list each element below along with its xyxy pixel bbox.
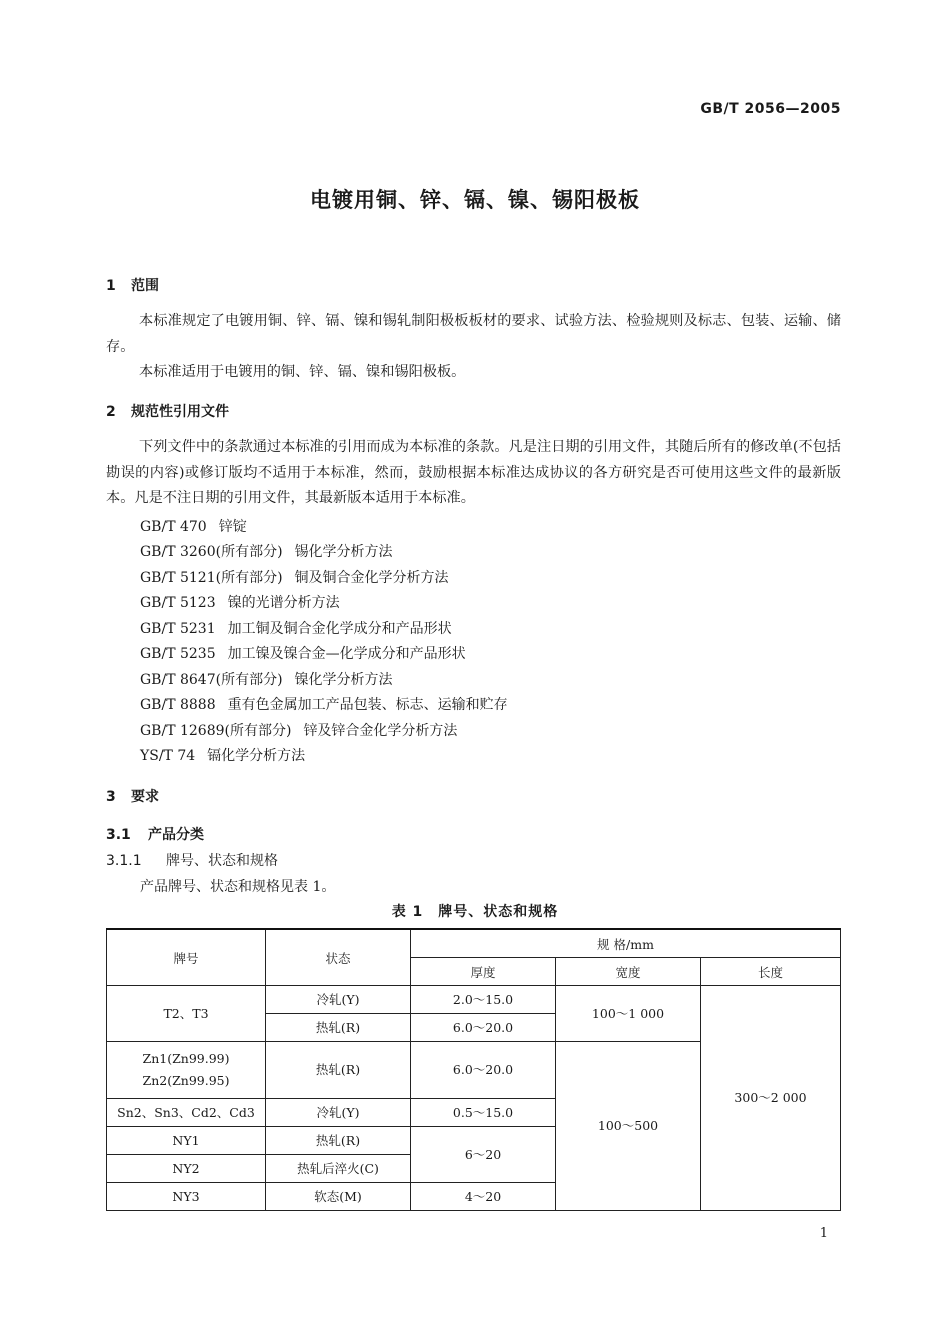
state-cell: 热轧(R) xyxy=(266,1014,411,1042)
section-2-heading xyxy=(106,401,229,421)
length-cell: 300～2 000 xyxy=(701,986,841,1211)
document-title: 电镀用铜、锌、镉、镍、锡阳极板 xyxy=(310,188,640,212)
header-length: 长度 xyxy=(701,958,841,986)
section-3-heading xyxy=(106,786,159,806)
reference-item xyxy=(140,669,393,689)
reference-code: GB/T 12689(所有部分) xyxy=(140,723,292,739)
thickness-cell: 0.5～15.0 xyxy=(411,1099,556,1127)
reference-item xyxy=(140,567,449,587)
reference-name: 锌及锌合金化学分析方法 xyxy=(303,723,458,739)
table-row xyxy=(107,986,841,1014)
grade-cell: Sn2、Sn3、Cd2、Cd3 xyxy=(107,1099,266,1127)
reference-item xyxy=(140,592,340,612)
width-cell: 100～500 xyxy=(556,1042,701,1211)
section-title: 要求 xyxy=(131,789,159,805)
header-thickness: 厚度 xyxy=(411,958,556,986)
section-number: 3.1.1 xyxy=(106,853,142,869)
paragraph: 本标准适用于电镀用的铜、锌、镉、镍和锡阳极板。 xyxy=(139,364,466,380)
section-3-1-heading xyxy=(106,824,204,844)
reference-item xyxy=(140,516,247,536)
reference-name: 锡化学分析方法 xyxy=(294,544,393,560)
state-cell: 软态(M) xyxy=(266,1183,411,1211)
reference-item xyxy=(140,618,452,638)
section-number: 3 xyxy=(106,789,116,805)
reference-name: 镍化学分析方法 xyxy=(294,672,393,688)
section-1-body xyxy=(106,309,841,386)
reference-name: 锌锭 xyxy=(218,519,247,535)
reference-item xyxy=(140,541,393,561)
paragraph: 本标准规定了电镀用铜、锌、镉、镍和锡轧制阳极板板材的要求、试验方法、检验规则及标志、包装、运输、储存。 xyxy=(106,313,841,355)
reference-item xyxy=(140,694,508,714)
grade-cell: NY1 xyxy=(107,1127,266,1155)
header-grade: 牌号 xyxy=(107,929,266,986)
reference-name: 加工铜及铜合金化学成分和产品形状 xyxy=(227,621,452,637)
header-width: 宽度 xyxy=(556,958,701,986)
thickness-cell: 6.0～20.0 xyxy=(411,1042,556,1099)
state-cell: 热轧(R) xyxy=(266,1127,411,1155)
reference-name: 加工镍及镍合金—化学成分和产品形状 xyxy=(227,646,466,662)
header-spec: 规 格/mm xyxy=(411,929,841,958)
table-caption: 表 1 牌号、状态和规格 xyxy=(391,904,559,920)
paragraph: 下列文件中的条款通过本标准的引用而成为本标准的条款。凡是注日期的引用文件，其随后所有的修改单(不包括勘误的内容)或修订版均不适用于本标准，然而，鼓励根据本标准达成协议的各方研究是否可使用这些文件的最新版本。凡是不注日期的引用文件，其最新版本适用于本标准。 xyxy=(106,439,841,506)
header-state: 状态 xyxy=(266,929,411,986)
reference-item xyxy=(140,720,457,740)
thickness-cell: 2.0～15.0 xyxy=(411,986,556,1014)
section-number: 2 xyxy=(106,404,116,420)
section-3-1-1-heading xyxy=(106,850,278,870)
reference-code: GB/T 8647(所有部分) xyxy=(140,672,283,688)
state-cell: 冷轧(Y) xyxy=(266,1099,411,1127)
section-title: 牌号、状态和规格 xyxy=(166,853,278,869)
spec-table xyxy=(106,928,841,1211)
width-cell: 100～1 000 xyxy=(556,986,701,1042)
reference-name: 重有色金属加工产品包装、标志、运输和贮存 xyxy=(227,697,508,713)
thickness-cell: 6.0～20.0 xyxy=(411,1014,556,1042)
reference-item xyxy=(140,643,466,663)
thickness-cell: 4～20 xyxy=(411,1183,556,1211)
table-header-row xyxy=(107,929,841,958)
state-cell: 冷轧(Y) xyxy=(266,986,411,1014)
grade-cell: NY2 xyxy=(107,1155,266,1183)
reference-code: GB/T 5121(所有部分) xyxy=(140,570,283,586)
grade-cell xyxy=(107,1042,266,1099)
thickness-cell: 6～20 xyxy=(411,1127,556,1183)
section-2-body xyxy=(106,435,841,512)
reference-code: GB/T 8888 xyxy=(140,697,216,713)
state-cell: 热轧(R) xyxy=(266,1042,411,1099)
reference-code: GB/T 5123 xyxy=(140,595,216,611)
section-title: 范围 xyxy=(131,278,159,294)
reference-code: GB/T 5231 xyxy=(140,621,216,637)
grade-cell: T2、T3 xyxy=(107,986,266,1042)
grade-cell: NY3 xyxy=(107,1183,266,1211)
page-number: 1 xyxy=(819,1226,828,1241)
section-3-1-1-text: 产品牌号、状态和规格见表 1。 xyxy=(140,879,336,895)
section-title: 产品分类 xyxy=(148,827,204,843)
section-title: 规范性引用文件 xyxy=(131,404,229,420)
reference-name: 铜及铜合金化学分析方法 xyxy=(294,570,449,586)
section-1-heading xyxy=(106,275,159,295)
reference-name: 镉化学分析方法 xyxy=(207,748,306,764)
standard-code: GB/T 2056—2005 xyxy=(700,101,841,117)
grade-line: Zn1(Zn99.99) xyxy=(142,1051,230,1066)
reference-code: GB/T 5235 xyxy=(140,646,216,662)
reference-item xyxy=(140,745,305,765)
reference-code: GB/T 3260(所有部分) xyxy=(140,544,283,560)
reference-name: 镍的光谱分析方法 xyxy=(227,595,340,611)
grade-line: Zn2(Zn99.95) xyxy=(142,1073,230,1088)
section-number: 3.1 xyxy=(106,827,131,843)
reference-code: YS/T 74 xyxy=(140,748,196,764)
section-number: 1 xyxy=(106,278,116,294)
reference-code: GB/T 470 xyxy=(140,519,207,535)
state-cell: 热轧后淬火(C) xyxy=(266,1155,411,1183)
